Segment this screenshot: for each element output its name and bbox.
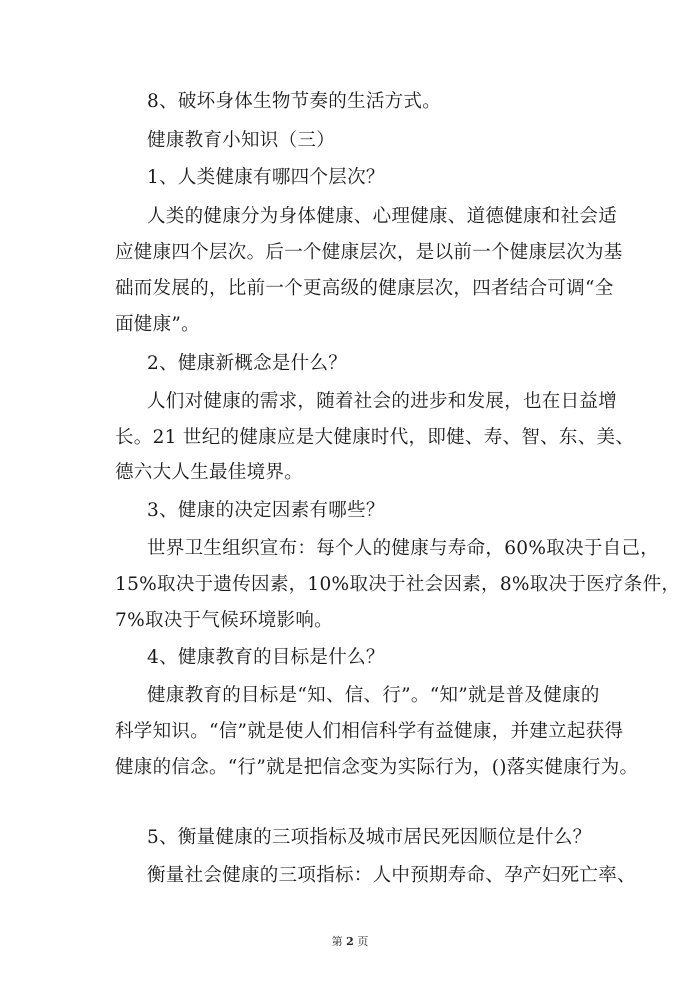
paragraph-line: 人类的健康分为身体健康、心理健康、道德健康和社会适 [147, 206, 618, 227]
paragraph-line: 健康教育的目标是“知、信、行”。“知”就是普及健康的 [147, 685, 600, 706]
section-heading: 健康教育小知识（三） [147, 130, 336, 151]
paragraph-line: 7%取决于气候环境影响。 [115, 610, 333, 631]
question-heading: 3、健康的决定因素有哪些？ [147, 500, 385, 521]
question-heading: 2、健康新概念是什么？ [147, 353, 348, 374]
paragraph-line: 15%取决于遗传因素，10%取决于社会因素，8%取决于医疗条件， [115, 574, 681, 595]
question-heading: 4、健康教育的目标是什么？ [147, 647, 385, 668]
paragraph-line: 面健康”。 [115, 314, 200, 335]
paragraph-line: 人们对健康的需求，随着社会的进步和发展，也在日益增 [147, 391, 618, 412]
paragraph-line: 德六大人生最佳境界。 [115, 462, 304, 483]
question-heading: 1、人类健康有哪四个层次？ [147, 167, 385, 188]
footer-suffix: 页 [357, 935, 369, 948]
paragraph-line: 世界卫生组织宣布：每个人的健康与寿命，60%取决于自己， [147, 538, 660, 559]
paragraph-line: 应健康四个层次。后一个健康层次，是以前一个健康层次为基 [115, 242, 623, 263]
paragraph-line: 衡量社会健康的三项指标：人中预期寿命、孕产妇死亡率、 [147, 865, 636, 886]
paragraph-line: 长。21 世纪的健康应是大健康时代，即健、寿、智、东、美、 [115, 427, 635, 448]
paragraph-line: 础而发展的，比前一个更高级的健康层次，四者结合可调“全 [115, 278, 614, 299]
footer-prefix: 第 [331, 935, 343, 948]
page-footer [0, 933, 700, 949]
question-heading: 5、衡量健康的三项指标及城市居民死因顺位是什么？ [147, 827, 592, 848]
paragraph-line: 健康的信念。“行”就是把信念变为实际行为，()落实健康行为。 [115, 757, 639, 778]
list-item: 8、破坏身体生物节奏的生活方式。 [147, 91, 442, 112]
page-number: 2 [346, 935, 354, 948]
paragraph-line: 科学知识。“信”就是使人们相信科学有益健康，并建立起获得 [115, 721, 624, 742]
